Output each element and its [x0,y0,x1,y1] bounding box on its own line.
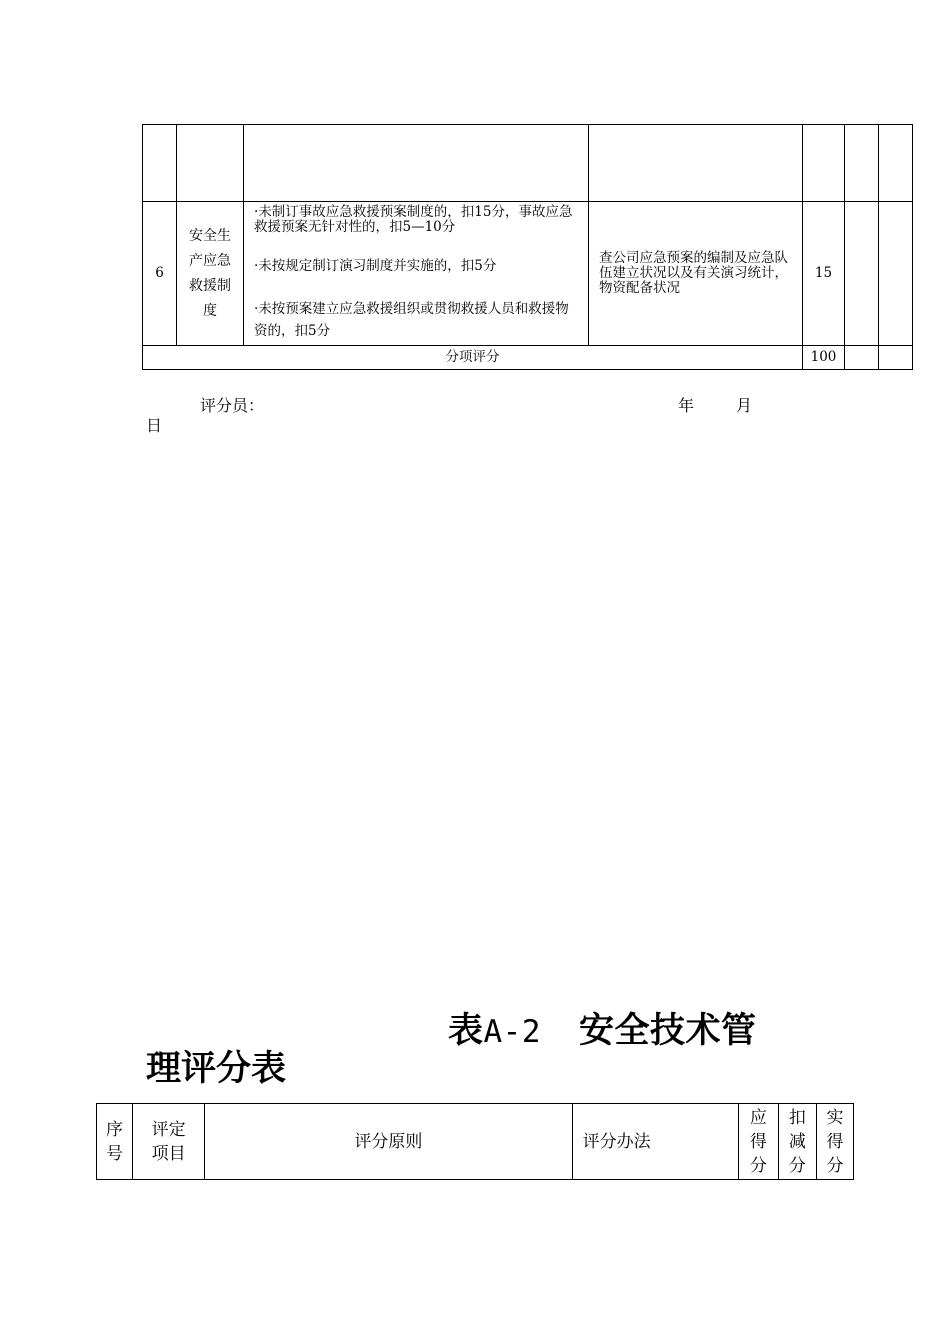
row-deduct [845,202,879,346]
header-deduct-score: 扣 减 分 [778,1104,816,1180]
row-index: 6 [143,202,177,346]
scorer-label: 评分员： [200,396,265,415]
table-title-continued: 理评分表 [146,1048,287,1089]
row-rules [244,202,589,346]
subtotal-label: 分项评分 [143,346,803,370]
row-actual [879,202,913,346]
row-item-name: 安全生 产应急 救援制 度 [177,202,244,346]
table-row [143,202,913,346]
header-row [97,1104,854,1180]
subtotal-row [143,346,913,370]
header-item: 评定 项目 [133,1104,205,1180]
row-method: 查公司应急预案的编制及应急队伍建立状况以及有关演习统计，物资配备状况 [589,202,803,346]
table-title: 表A-2 安全技术管 [448,1010,757,1051]
rule-text: ·未按预案建立应急救援组织或贯彻救援人员和救援物资的，扣5分 [254,301,569,339]
date-month: 月 [736,396,753,415]
date-year: 年 [678,396,695,415]
emergency-rescue-table [142,124,913,370]
header-method: 评分办法 [572,1104,738,1180]
table-row-empty [143,125,913,202]
subtotal-score: 100 [803,346,845,370]
header-should-score: 应 得 分 [738,1104,778,1180]
row-score: 15 [803,202,845,346]
header-actual-score: 实 得 分 [816,1104,853,1180]
rule-text: ·未制订事故应急救援预案制度的，扣15分，事故应急救援预案无针对性的，扣5—10分 [254,204,573,235]
safety-tech-table-header [96,1103,854,1180]
rule-text: ·未按规定制订演习制度并实施的，扣5分 [254,258,497,274]
date-day: 日 [146,416,163,435]
header-rule: 评分原则 [205,1104,572,1180]
header-index: 序 号 [97,1104,133,1180]
